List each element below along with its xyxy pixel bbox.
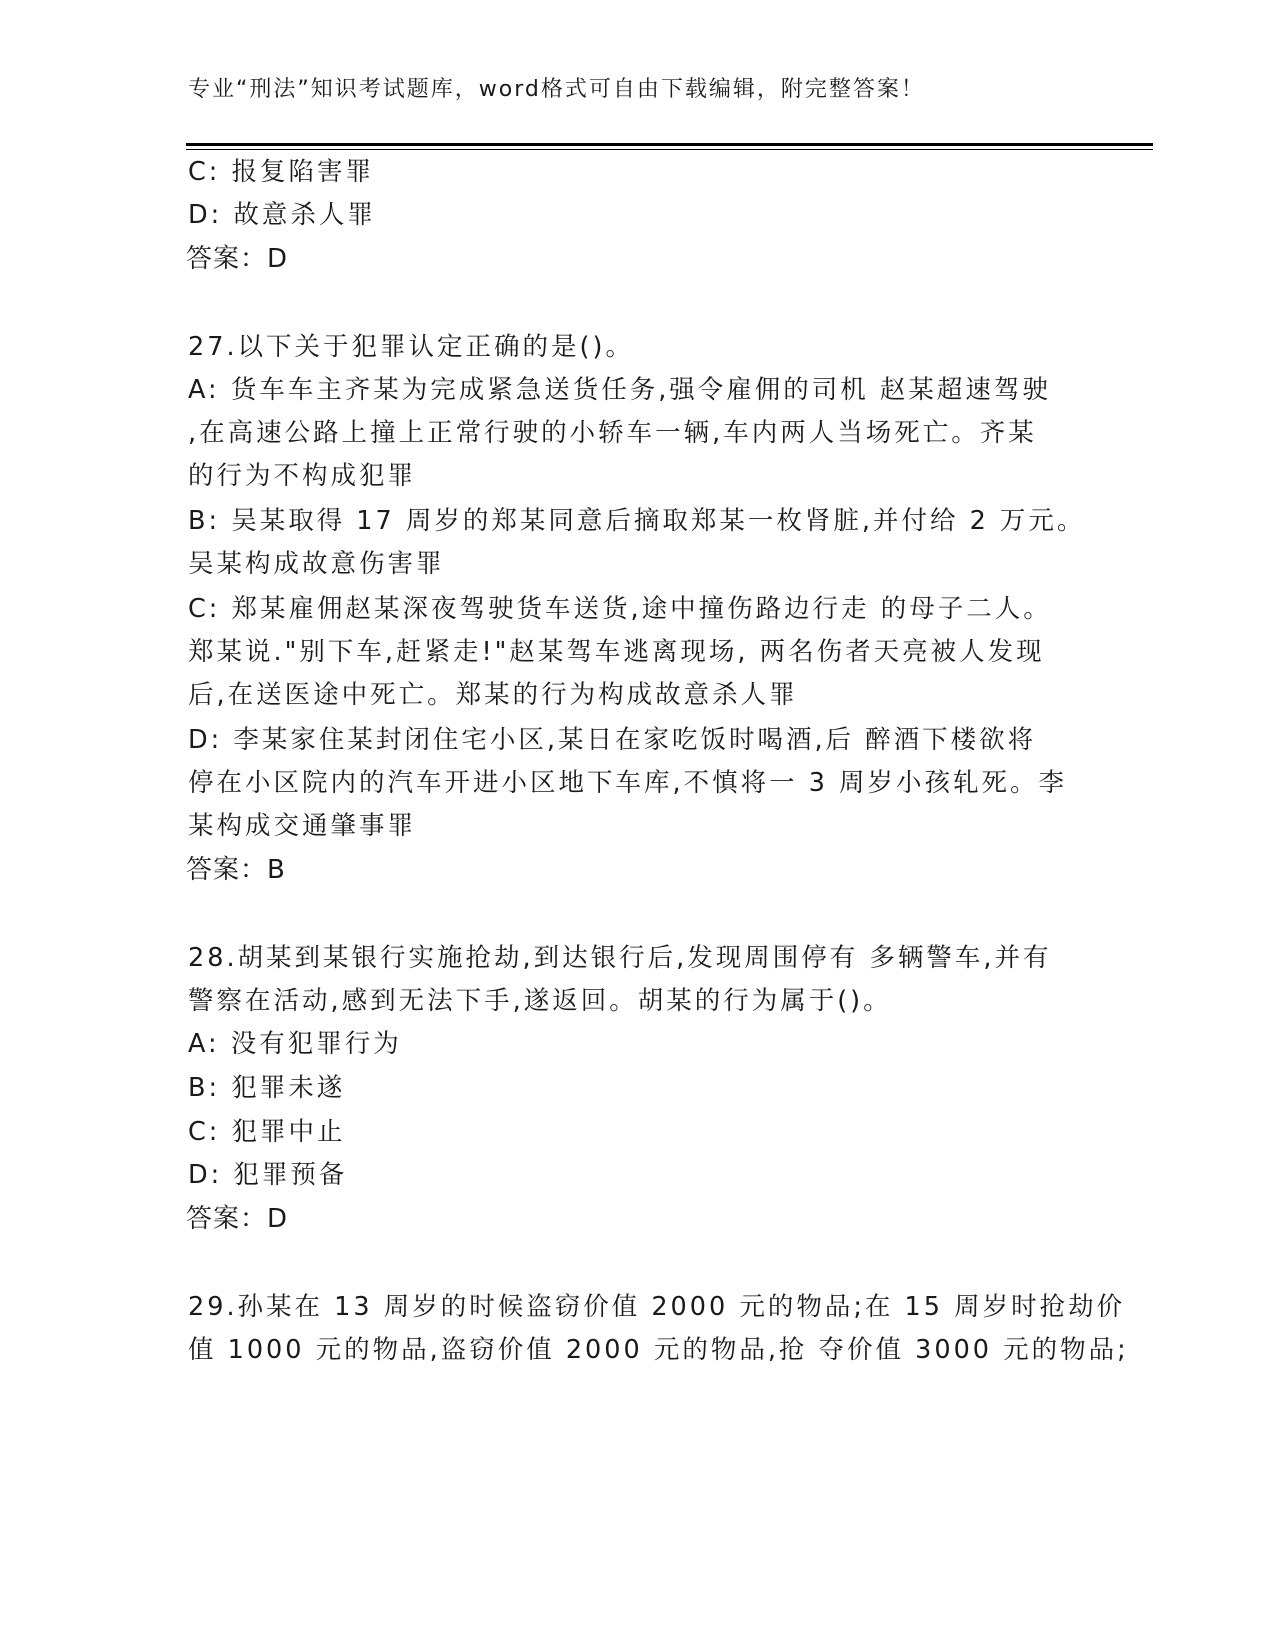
q28-option-b: B: 犯罪未遂 (188, 1073, 346, 1103)
q28-option-c: C: 犯罪中止 (188, 1117, 346, 1147)
header-rule-thin (186, 149, 1153, 150)
q28-stem-line-1: 28.胡某到某银行实施抢劫,到达银行后,发现周围停有 多辆警车,并有 (188, 943, 1052, 973)
q27-option-a-line-3: 的行为不构成犯罪 (188, 461, 417, 491)
q27-option-d-line-3: 某构成交通肇事罪 (188, 811, 417, 841)
page-header: 专业“刑法”知识考试题库，word格式可自由下载编辑，附完整答案！ (188, 77, 925, 102)
q27-option-a-line-1: A: 货车车主齐某为完成紧急送货任务,强令雇佣的司机 赵某超速驾驶 (188, 375, 1051, 405)
q29-stem-line-2: 值 1000 元的物品,盗窃价值 2000 元的物品,抢 夺价值 3000 元的物品; (188, 1335, 1129, 1365)
q26-option-d: D: 故意杀人罪 (188, 200, 376, 230)
q28-stem-line-2: 警察在活动,感到无法下手,遂返回。胡某的行为属于()。 (188, 986, 892, 1016)
q27-option-b-line-1: B: 吴某取得 17 周岁的郑某同意后摘取郑某一枚肾脏,并付给 2 万元。 (188, 506, 1086, 536)
q28-option-a: A: 没有犯罪行为 (188, 1029, 402, 1059)
q27-option-c-line-3: 后,在送医途中死亡。郑某的行为构成故意杀人罪 (188, 680, 798, 710)
q27-option-c-line-2: 郑某说."别下车,赶紧走!"赵某驾车逃离现场, 两名伤者天亮被人发现 (188, 637, 1045, 667)
q26-answer: 答案：D (186, 244, 289, 274)
q27-option-b-line-2: 吴某构成故意伤害罪 (188, 549, 445, 579)
header-rule-thick (186, 143, 1153, 146)
q27-option-a-line-2: ,在高速公路上撞上正常行驶的小轿车一辆,车内两人当场死亡。齐某 (188, 418, 1037, 448)
q27-stem: 27.以下关于犯罪认定正确的是()。 (188, 332, 634, 362)
q28-answer: 答案：D (186, 1204, 289, 1234)
q27-option-d-line-1: D: 李某家住某封闭住宅小区,某日在家吃饭时喝酒,后 醉酒下楼欲将 (188, 725, 1037, 755)
q29-stem-line-1: 29.孙某在 13 周岁的时候盗窃价值 2000 元的物品;在 15 周岁时抢劫价 (188, 1292, 1126, 1322)
q28-option-d: D: 犯罪预备 (188, 1160, 348, 1190)
q27-option-c-line-1: C: 郑某雇佣赵某深夜驾驶货车送货,途中撞伤路边行走 的母子二人。 (188, 594, 1052, 624)
q27-answer: 答案：B (186, 855, 286, 885)
q27-option-d-line-2: 停在小区院内的汽车开进小区地下车库,不慎将一 3 周岁小孩轧死。李 (188, 768, 1068, 798)
q26-option-c: C: 报复陷害罪 (188, 157, 375, 187)
